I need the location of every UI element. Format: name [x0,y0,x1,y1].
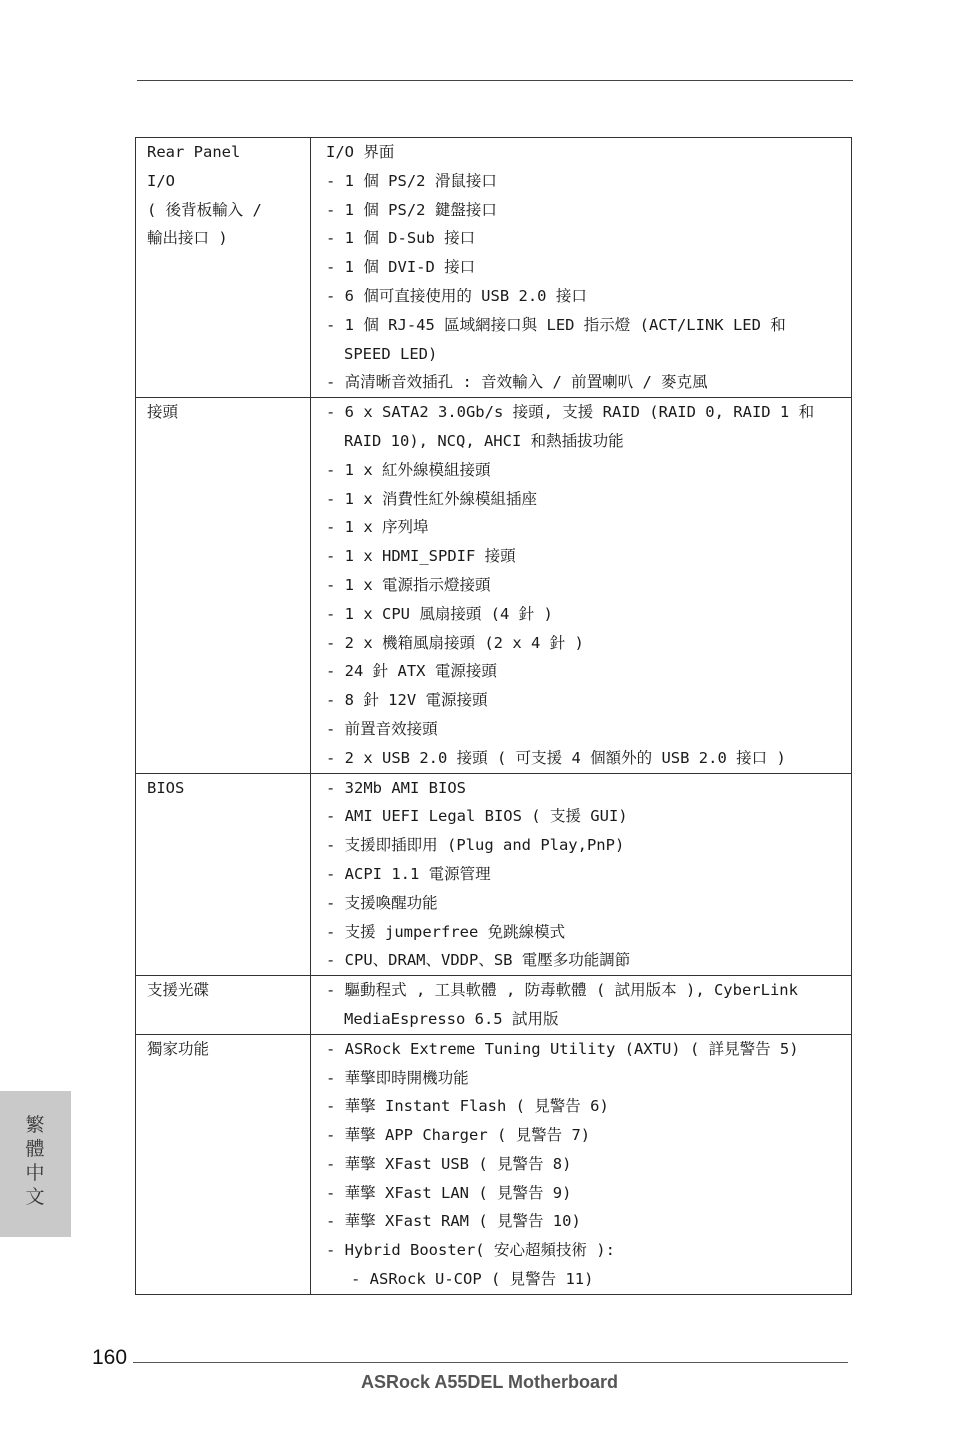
language-tab-label: 繁體中文 [25,1114,45,1208]
spec-item: - 2 x USB 2.0 接頭 ( 可支援 4 個額外的 USB 2.0 接口 ) [326,748,786,767]
spec-item: - ASRock Extreme Tuning Utility (AXTU) ( 詳見警告 5) [326,1039,799,1058]
spec-detail-cell [311,976,852,1035]
spec-item: - 6 x SATA2 3.0Gb/s 接頭, 支援 RAID (RAID 0, RAID 1 和 [326,403,815,422]
spec-item: - 前置音效接頭 [326,719,438,738]
top-rule [137,80,853,81]
spec-item: - 6 個可直接使用的 USB 2.0 接口 [326,286,587,305]
spec-item: - 華擎 Instant Flash ( 見警告 6) [326,1097,609,1116]
spec-item: - 1 個 D-Sub 接口 [326,229,476,248]
spec-category-cell [136,138,311,398]
spec-detail-cell [311,398,852,773]
spec-item: - 1 個 DVI-D 接口 [326,258,476,277]
spec-item: - CPU、DRAM、VDDP、SB 電壓多功能調節 [326,951,631,970]
spec-item: - 24 針 ATX 電源接頭 [326,662,497,681]
spec-item: - 1 x HDMI_SPDIF 接頭 [326,547,516,566]
spec-item: - 1 x 序列埠 [326,518,429,537]
spec-item: - ASRock U-COP ( 見警告 11) [351,1270,594,1289]
spec-item: SPEED LED) [344,344,438,363]
spec-category-label: 輸出接口 ) [147,229,228,248]
spec-category-label: 支援光碟 [147,981,210,1000]
spec-item: - AMI UEFI Legal BIOS ( 支援 GUI) [326,807,628,826]
spec-item: - 支援 jumperfree 免跳線模式 [326,922,566,941]
spec-detail-cell [311,138,852,398]
spec-item: - 華擎 XFast LAN ( 見警告 9) [326,1183,572,1202]
spec-item: - 2 x 機箱風扇接頭 (2 x 4 針 ) [326,633,584,652]
spec-item: - 8 針 12V 電源接頭 [326,691,488,710]
spec-category-label: 接頭 [147,403,179,422]
spec-category-cell [136,1034,311,1294]
page-number: 160 [92,1346,128,1369]
spec-category-cell [136,976,311,1035]
spec-item: - 1 個 PS/2 滑鼠接口 [326,171,497,190]
spec-row [136,138,852,398]
spec-table [135,137,852,1295]
spec-table-body [136,138,852,1295]
spec-item: - Hybrid Booster( 安心超頻技術 ): [326,1241,615,1260]
spec-item: I/O 界面 [326,143,395,161]
spec-item: - 1 個 PS/2 鍵盤接口 [326,200,497,219]
spec-row [136,398,852,773]
spec-row [136,1034,852,1294]
spec-item: - 華擎 XFast RAM ( 見警告 10) [326,1212,581,1231]
language-side-tab [0,1091,71,1237]
spec-item: MediaEspresso 6.5 試用版 [344,1009,559,1028]
spec-item: - 1 個 RJ-45 區域網接口與 LED 指示燈 (ACT/LINK LED 和 [326,315,786,334]
spec-row [136,976,852,1035]
spec-item: - 1 x 電源指示燈接頭 [326,575,491,594]
spec-category-label: 獨家功能 [147,1039,210,1058]
spec-category-label: Rear Panel [147,143,241,161]
spec-detail-cell [311,773,852,976]
spec-item: - 1 x 消費性紅外線模組插座 [326,489,537,508]
spec-item: - 華擎 XFast USB ( 見警告 8) [326,1154,572,1173]
spec-category-cell [136,398,311,773]
spec-item: - 驅動程式 , 工具軟體 , 防毒軟體 ( 試用版本 ), CyberLink [326,981,798,1000]
spec-item: - 32Mb AMI BIOS [326,778,466,797]
spec-item: - 支援即插即用 (Plug and Play,PnP) [326,836,625,855]
spec-category-label: I/O [147,171,175,190]
spec-item: - 1 x 紅外線模組接頭 [326,460,491,479]
spec-item: - ACPI 1.1 電源管理 [326,864,491,883]
spec-item: - 華擎即時開機功能 [326,1068,469,1087]
footer-rule [133,1362,848,1363]
spec-item: - 1 x CPU 風扇接頭 (4 針 ) [326,604,553,623]
spec-detail-cell [311,1034,852,1294]
spec-category-label: BIOS [147,778,185,797]
spec-item: - 華擎 APP Charger ( 見警告 7) [326,1126,591,1145]
spec-item: - 高清晰音效插孔 : 音效輸入 / 前置喇叭 / 麥克風 [326,373,708,392]
spec-category-cell [136,773,311,976]
spec-category-label: ( 後背板輸入 / [147,200,262,219]
spec-item: RAID 10), NCQ, AHCI 和熱插拔功能 [344,431,624,450]
spec-item: - 支援喚醒功能 [326,893,438,912]
footer-title: ASRock A55DEL Motherboard [361,1372,619,1392]
spec-row [136,773,852,976]
